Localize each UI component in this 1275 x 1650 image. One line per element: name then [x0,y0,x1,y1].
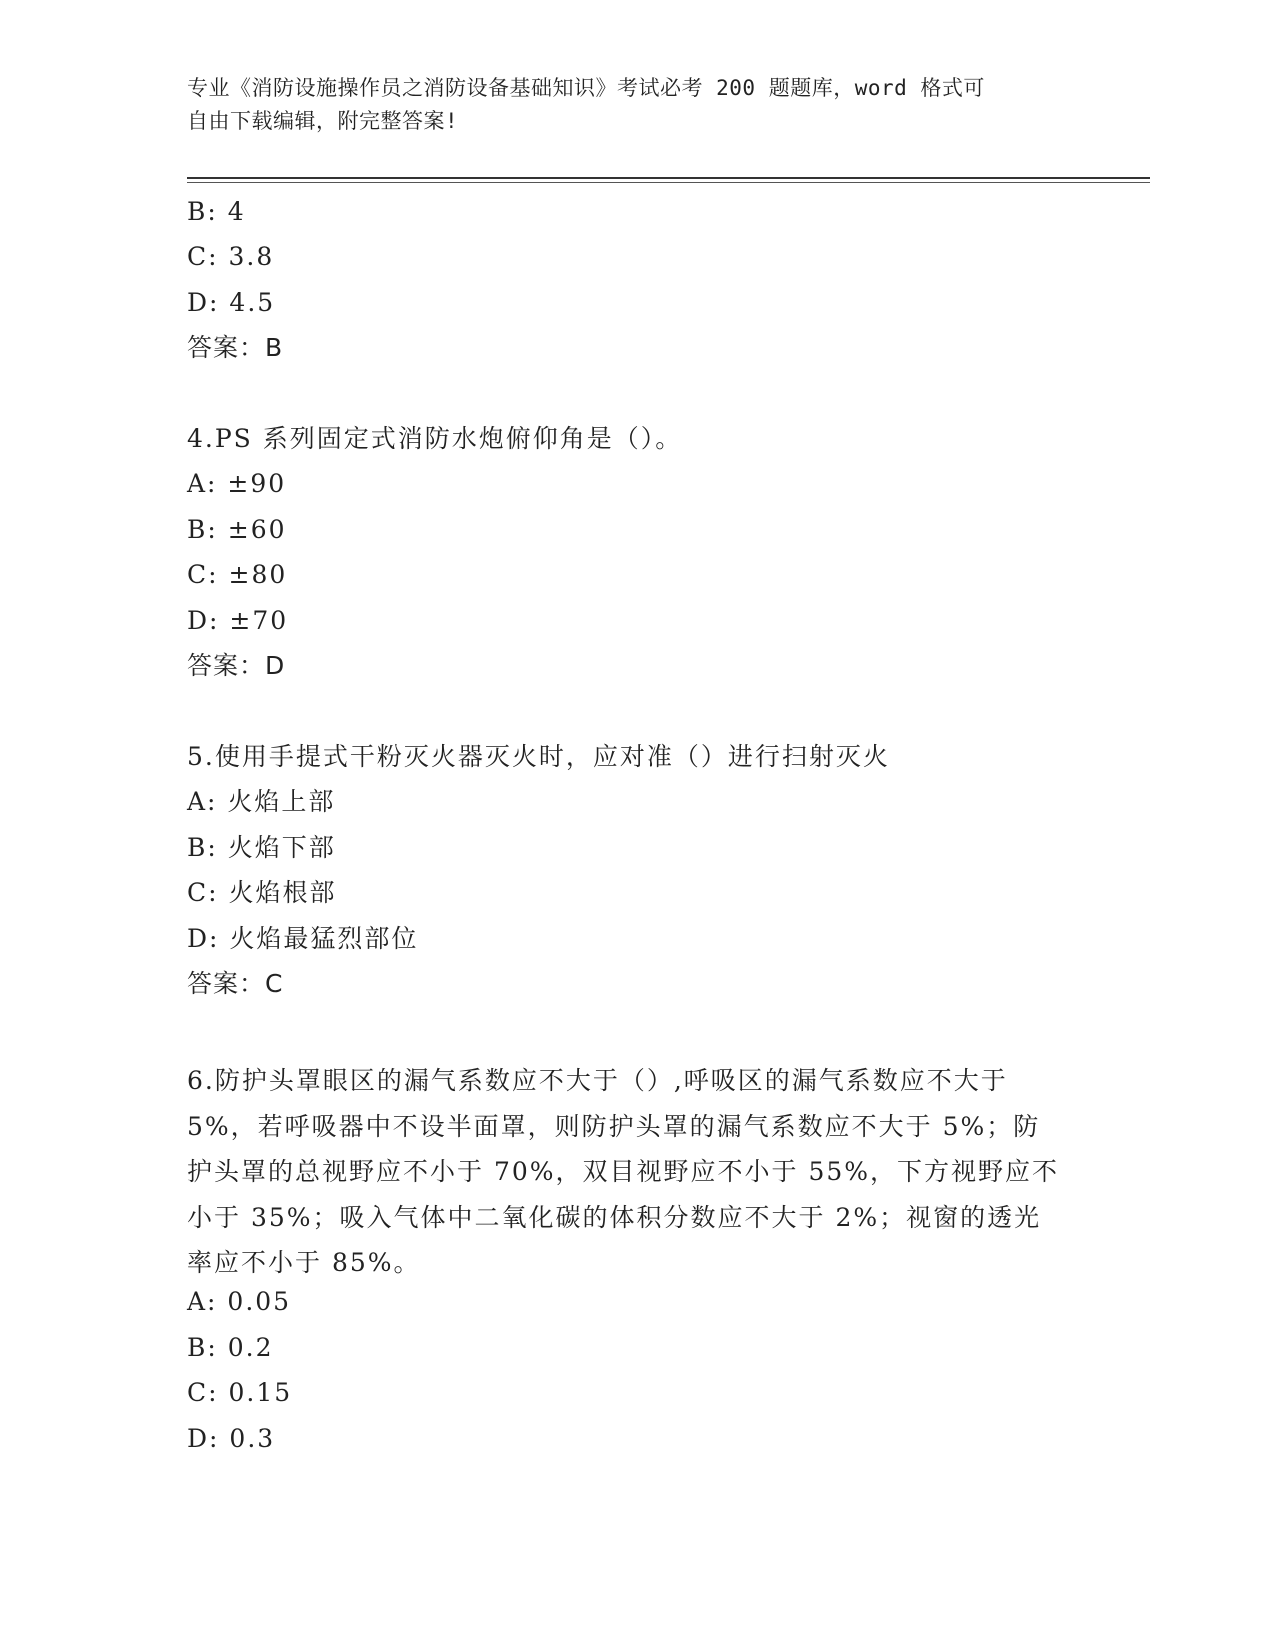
q5-option-c: C: 火焰根部 [187,878,337,907]
q3-option-c: C: 3.8 [187,242,275,271]
q5-option-d: D: 火焰最猛烈部位 [187,924,419,953]
q6-option-b: B: 0.2 [187,1333,274,1362]
q4-answer: 答案：D [187,651,286,680]
q5-answer: 答案：C [187,969,284,998]
q5-option-a: A: 火焰上部 [187,787,336,816]
q3-answer: 答案：B [187,333,284,362]
q6-option-d: D: 0.3 [187,1424,276,1453]
q3-option-d: D: 4.5 [187,288,276,317]
header-rule-thick [187,177,1150,179]
q4-option-b: B: ±60 [187,515,287,544]
q6-option-a: A: 0.05 [187,1287,292,1316]
q6-question: 6.防护头罩眼区的漏气系数应不大于（）,呼吸区的漏气系数应不大于5%，若呼吸器中不设半面罩，则防护头罩的漏气系数应不大于 5%；防护头罩的总视野应不小于 70%，双目视野应不小于 55%，下方视野应不小于 35%；吸入气体中二氧化碳的体积分数应不大于 2%；视窗的透光率应不小于 85%。 [187,1066,1060,1278]
q4-option-d: D: ±70 [187,606,289,635]
q4-option-c: C: ±80 [187,560,288,589]
q6-option-c: C: 0.15 [187,1378,293,1407]
q3-option-b: B: 4 [187,197,246,226]
header-line-1: 专业《消防设施操作员之消防设备基础知识》考试必考 200 题题库，word 格式可 [187,76,985,100]
q5-question: 5.使用手提式干粉灭火器灭火时，应对准（）进行扫射灭火 [187,742,890,771]
header-line-2: 自由下载编辑，附完整答案! [187,109,459,133]
q4-option-a: A: ±90 [187,469,287,498]
q5-option-b: B: 火焰下部 [187,833,336,862]
q4-question: 4.PS 系列固定式消防水炮俯仰角是（）。 [187,424,683,453]
document-header [187,72,1067,138]
header-rule-thin [187,182,1150,183]
